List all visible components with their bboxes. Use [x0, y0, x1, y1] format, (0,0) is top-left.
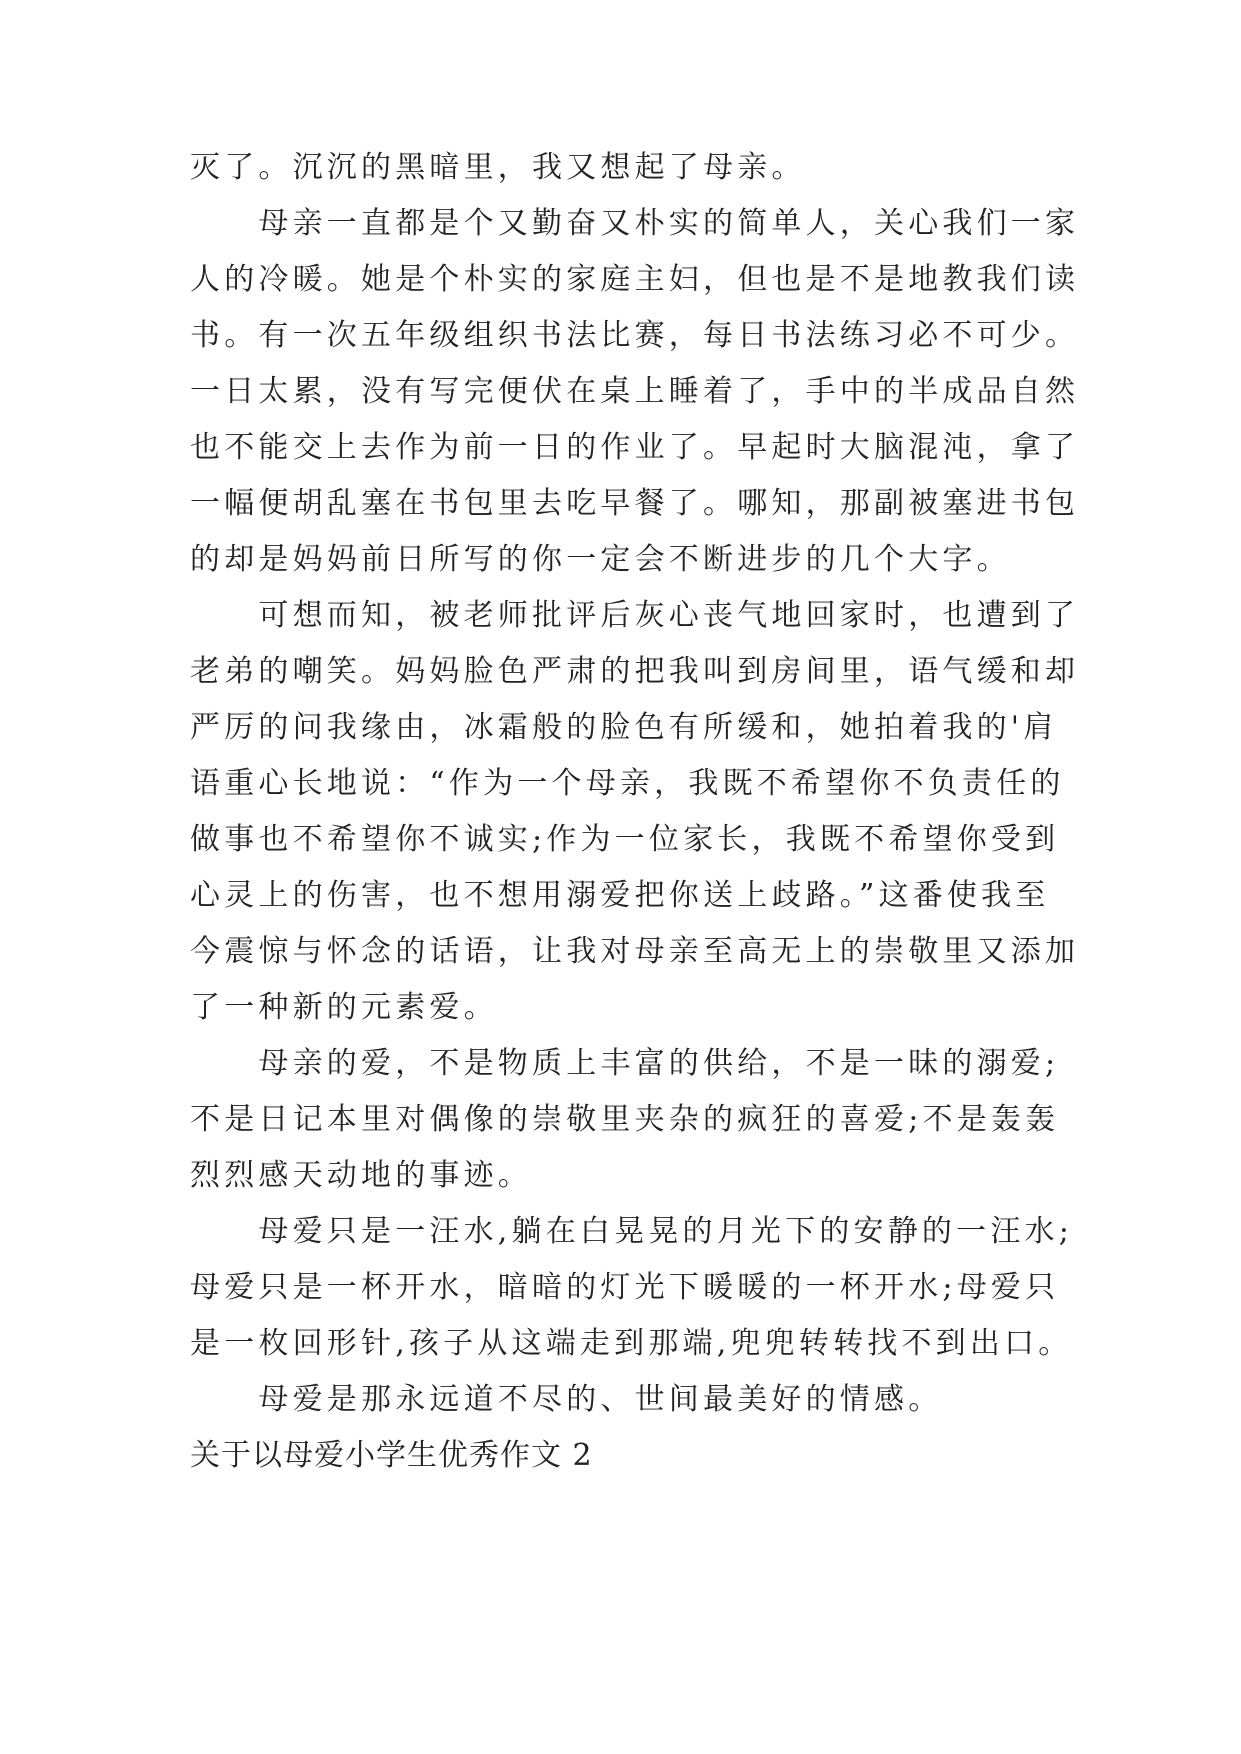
text-line: 心灵上的伤害，也不想用溺爱把你送上歧路。”这番使我至: [190, 878, 1050, 913]
text-line: 灭了。沉沉的黑暗里，我又想起了母亲。: [190, 150, 806, 185]
text-line: 烈烈感天动地的事迹。: [190, 1158, 532, 1193]
text-line: 做事也不希望你不诚实;作为一位家长，我既不希望你受到: [190, 822, 1060, 857]
text-line: 的却是妈妈前日所写的你一定会不断进步的几个大字。: [190, 542, 1011, 577]
text-line: 母爱只是一杯开水，暗暗的灯光下暖暖的一杯开水;母爱只: [190, 1270, 1060, 1305]
text-line: 今震惊与怀念的话语，让我对母亲至高无上的崇敬里又添加: [190, 934, 1080, 969]
text-line: 可想而知，被老师批评后灰心丧气地回家时，也遭到了: [190, 598, 1080, 633]
text-line: 书。有一次五年级组织书法比赛，每日书法练习必不可少。: [190, 318, 1080, 353]
text-line: 人的冷暖。她是个朴实的家庭主妇，但也是不是地教我们读: [190, 262, 1080, 297]
section-heading: 关于以母爱小学生优秀作文 2: [190, 1438, 593, 1473]
text-line: 母爱是那永远道不尽的、世间最美好的情感。: [190, 1382, 943, 1417]
text-line: 母亲的爱，不是物质上丰富的供给，不是一昧的溺爱;: [190, 1046, 1060, 1081]
text-line: 一日太累，没有写完便伏在桌上睡着了，手中的半成品自然: [190, 374, 1080, 409]
text-line: 母爱只是一汪水,躺在白晃晃的月光下的安静的一汪水;: [190, 1214, 1074, 1249]
text-line: 老弟的嘲笑。妈妈脸色严肃的把我叫到房间里，语气缓和却: [190, 654, 1080, 689]
text-line: 了一种新的元素爱。: [190, 990, 498, 1025]
text-line: 也不能交上去作为前一日的作业了。早起时大脑混沌，拿了: [190, 430, 1080, 465]
text-line: 母亲一直都是个又勤奋又朴实的简单人，关心我们一家: [190, 206, 1080, 241]
text-line: 语重心长地说：“作为一个母亲，我既不希望你不负责任的: [190, 766, 1065, 801]
text-line: 是一枚回形针,孩子从这端走到那端,兜兜转转找不到出口。: [190, 1326, 1073, 1361]
text-line: 一幅便胡乱塞在书包里去吃早餐了。哪知，那副被塞进书包: [190, 486, 1080, 521]
text-line: 严厉的问我缘由，冰霜般的脸色有所缓和，她拍着我的'肩: [190, 710, 1058, 745]
text-line: 不是日记本里对偶像的崇敬里夹杂的疯狂的喜爱;不是轰轰: [190, 1102, 1060, 1137]
